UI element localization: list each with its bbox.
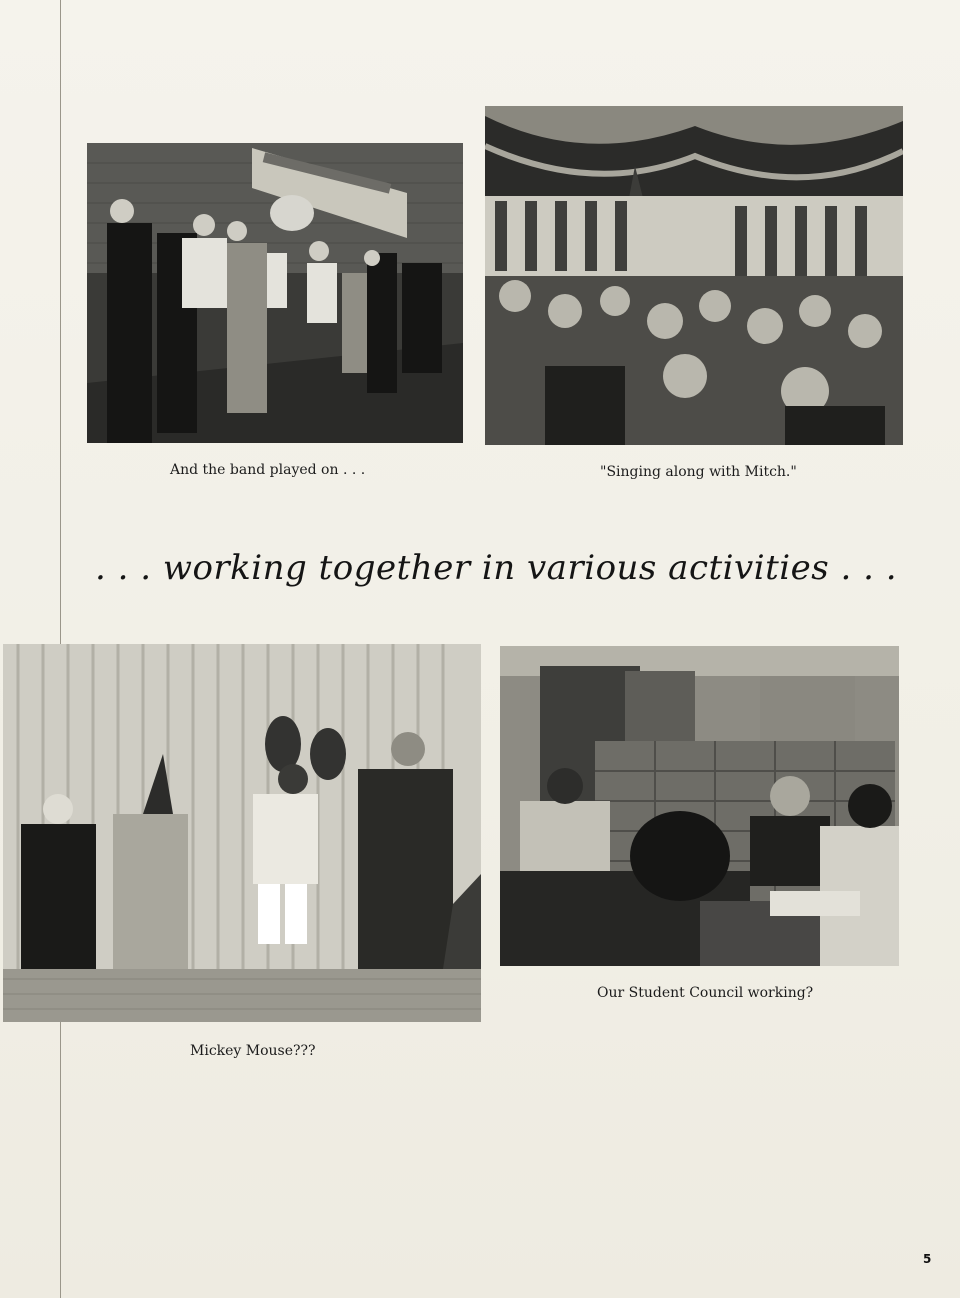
stage-caption: Mickey Mouse??? <box>190 1043 316 1059</box>
council-caption: Our Student Council working? <box>597 985 814 1001</box>
page-number: 5 <box>923 1252 932 1266</box>
page-headline: . . . working together in various activities . . . <box>95 548 898 588</box>
choir-photo <box>485 106 903 445</box>
band-caption: And the band played on . . . <box>170 462 366 478</box>
council-photo <box>500 646 899 966</box>
choir-caption: "Singing along with Mitch." <box>600 464 797 480</box>
band-photo <box>87 143 463 443</box>
stage-photo <box>3 644 481 1022</box>
